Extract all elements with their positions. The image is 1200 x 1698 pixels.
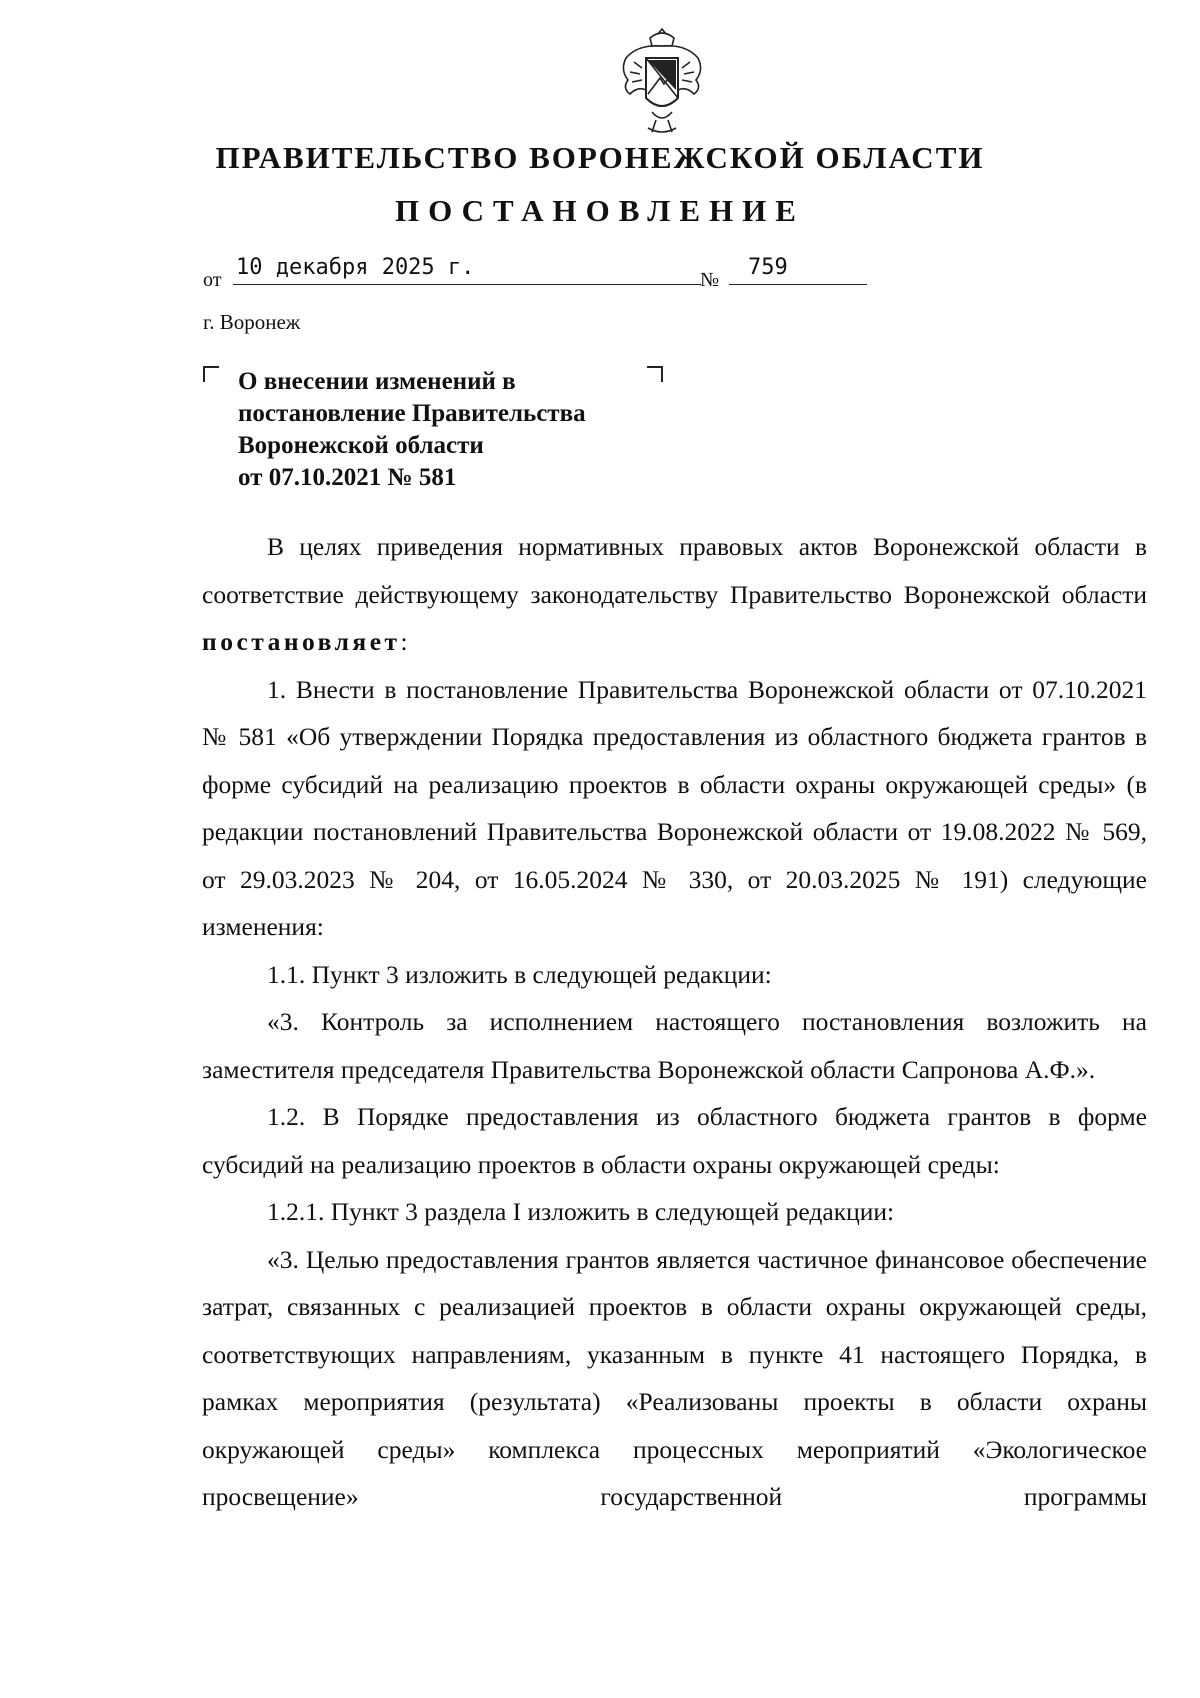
document-number: 759: [748, 255, 788, 280]
paragraph-1-2-1: 1.2.1. Пункт 3 раздела I изложить в следующей редакции:: [267, 1197, 895, 1226]
subject-line: Воронежской области: [238, 432, 484, 459]
subject-line: постановление Правительства: [238, 400, 586, 427]
date-number-line: [203, 255, 788, 295]
paragraph-1-2-1-text: «3. Целью предоставления грантов является частичное финансовое обеспечение затрат, связанных с реализацией проектов в области охраны окружающей среды, соответствующих направлениям, указанным в пункте 41 настоящего Порядка, в рамках мероприятия (результата) «Реализованы проекты в области охраны окружающей среды» комплекса процессных мероприятий «Экологическое просвещение» государственной программы: [202, 1244, 1147, 1511]
paragraph-1-1: 1.1. Пункт 3 изложить в следующей редакции:: [267, 959, 772, 989]
coat-of-arms-icon: [612, 28, 712, 138]
document-subject: [238, 366, 678, 494]
government-title: ПРАВИТЕЛЬСТВО ВОРОНЕЖСКОЙ ОБЛАСТИ: [215, 140, 985, 175]
intro-text: В целях приведения нормативных правовых актов Воронежской области в соответствие действующему законодательству Правительство Воронежской области: [202, 532, 1147, 609]
paragraph-1-1-text: «3. Контроль за исполнением настоящего постановления возложить на заместителя председателя Правительства Воронежской области Сапронова А.Ф.».: [202, 1007, 1147, 1084]
resolves-word: постановляет: [202, 627, 401, 656]
number-sign-label: №: [700, 269, 720, 291]
subject-line: О внесении изменений в: [238, 368, 516, 395]
number-underline: [729, 284, 867, 285]
subject-left-bracket: [203, 366, 219, 382]
document-date: 10 декабря 2025 г.: [236, 255, 475, 280]
subject-line: от 07.10.2021 № 581: [238, 464, 457, 491]
document-city: г. Воронеж: [203, 310, 301, 334]
paragraph-1: 1. Внести в постановление Правительства Воронежской области от 07.10.2021 № 581 «Об утверждении Порядка предоставления из областного бюджета грантов в форме субсидий на реализацию проектов в области охраны окружающей среды» (в редакции постановлений Правительства Воронежской области от 19.08.2022 № 569, от 29.03.2023 № 204, от 16.05.2024 № 330, от 20.03.2025 № 191) следующие изменения:: [202, 674, 1147, 941]
document-type-title: ПОСТАНОВЛЕНИЕ: [395, 193, 805, 228]
intro-paragraph: [202, 523, 1147, 666]
document-body: [202, 523, 1147, 1521]
date-underline: [233, 284, 701, 285]
intro-colon: :: [400, 627, 408, 656]
date-prefix-label: от: [203, 269, 222, 291]
paragraph-1-2: 1.2. В Порядке предоставления из областного бюджета грантов в форме субсидий на реализацию проектов в области охраны окружающей среды:: [202, 1102, 1147, 1179]
